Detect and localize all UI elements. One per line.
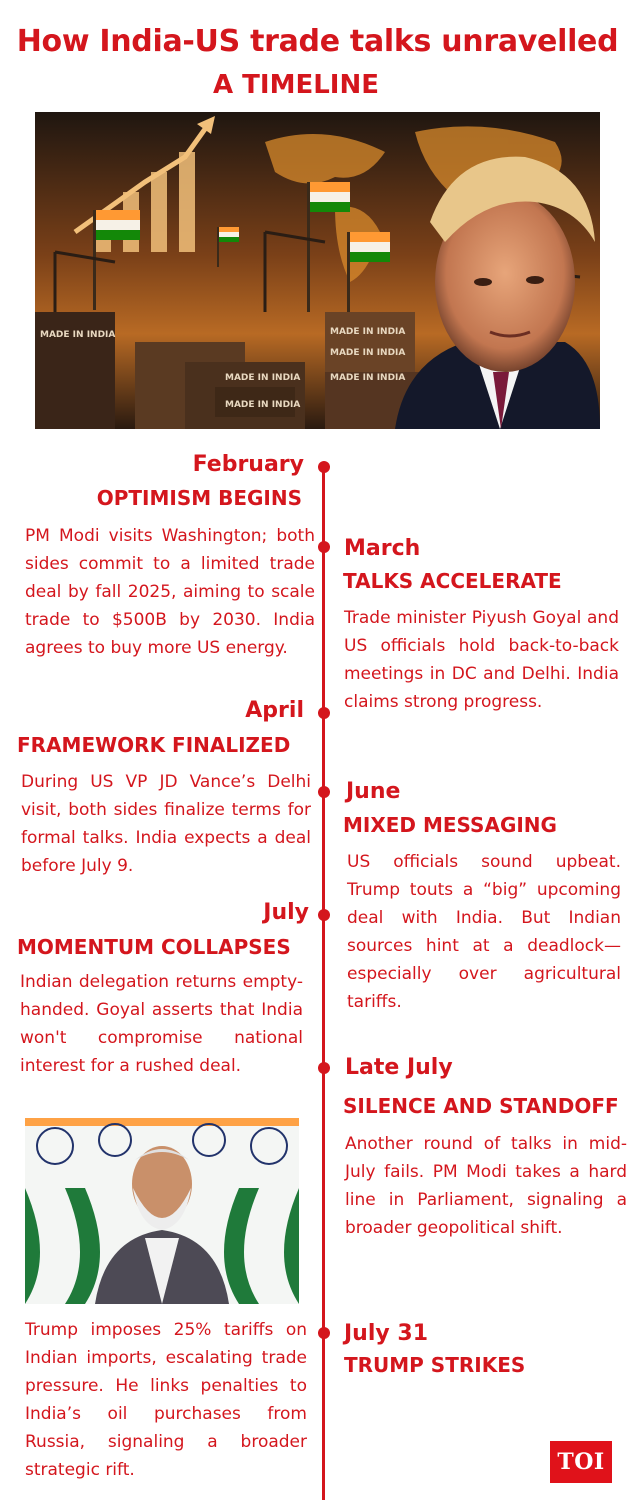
event-month: June: [346, 779, 401, 804]
event-month: July 31: [344, 1321, 429, 1346]
event-text: Trade minister Piyush Goyal and US officials hold back-to-back meetings in DC and Delhi. India claims strong progress.: [344, 608, 619, 712]
timeline-spine: [322, 462, 325, 1500]
event-heading: SILENCE AND STANDOFF: [343, 1094, 619, 1118]
container-label: MADE IN INDIA: [330, 348, 406, 358]
event-text: During US VP JD Vance’s Delhi visit, both sides finalize terms for formal talks. India expects a deal before July 9.: [21, 772, 311, 876]
portrait-photo: [25, 1118, 299, 1304]
event-month: Late July: [345, 1055, 453, 1080]
event-month: March: [344, 536, 421, 561]
event-heading: OPTIMISM BEGINS: [96, 486, 302, 510]
page-subtitle: A TIMELINE: [213, 70, 379, 100]
event-text: Another round of talks in mid-July fails. PM Modi takes a hard line in Parliament, signaling a broader geopolitical shift.: [345, 1134, 627, 1238]
toi-logo: TOI: [550, 1441, 612, 1483]
event-month: February: [192, 452, 304, 477]
timeline-dot-june: [318, 786, 330, 798]
event-heading: TALKS ACCELERATE: [343, 569, 562, 593]
event-heading: TRUMP STRIKES: [344, 1353, 526, 1377]
timeline-dot-february: [318, 461, 330, 473]
timeline-dot-april: [318, 707, 330, 719]
event-month: July: [263, 900, 309, 925]
container-label: MADE IN INDIA: [330, 327, 406, 337]
timeline-dot-july-31: [318, 1327, 330, 1339]
event-text: Indian delegation returns empty-handed. Goyal asserts that India won't compromise national interest for a rushed deal.: [20, 972, 303, 1076]
page-title: How India-US trade talks unravelled: [16, 24, 619, 59]
event-heading: MOMENTUM COLLAPSES: [17, 935, 291, 959]
container-label: MADE IN INDIA: [330, 373, 406, 383]
event-heading: MIXED MESSAGING: [343, 813, 557, 837]
timeline-dot-march: [318, 541, 330, 553]
container-label: MADE IN INDIA: [40, 330, 116, 340]
hero-illustration: [35, 112, 600, 429]
event-text: US officials sound upbeat. Trump touts a “big” upcoming deal with India. But Indian sources hint at a deadlock—especially over agricultural tariffs.: [347, 852, 621, 1012]
timeline-dot-late-july: [318, 1062, 330, 1074]
event-heading: FRAMEWORK FINALIZED: [17, 733, 291, 757]
hero-image: [35, 112, 600, 429]
container-label: MADE IN INDIA: [225, 400, 301, 410]
modi-photo: [25, 1118, 299, 1304]
event-text: Trump imposes 25% tariffs on Indian imports, escalating trade pressure. He links penalties to India’s oil purchases from Russia, signaling a broader strategic rift.: [25, 1320, 307, 1480]
timeline-dot-july: [318, 909, 330, 921]
event-text: PM Modi visits Washington; both sides commit to a limited trade deal by fall 2025, aiming to scale trade to $500B by 2030. India agrees to buy more US energy.: [25, 526, 315, 658]
event-month: April: [245, 698, 304, 723]
container-label: MADE IN INDIA: [225, 373, 301, 383]
